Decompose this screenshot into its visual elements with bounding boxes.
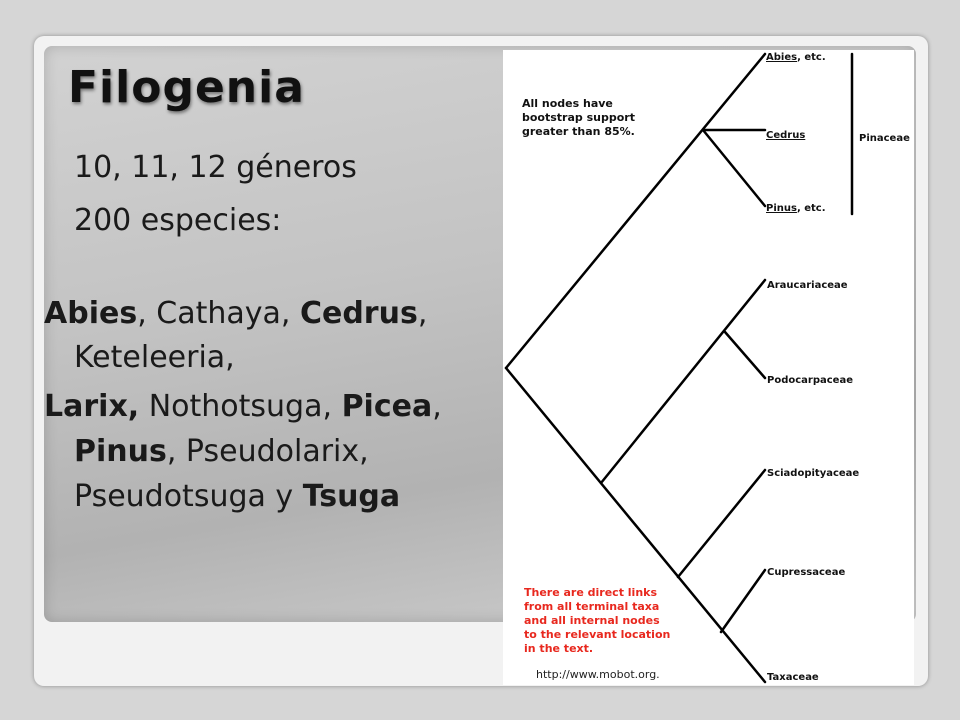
- genus-cedrus: Cedrus: [299, 296, 418, 331]
- taxon-araucariaceae: Araucariaceae: [767, 280, 848, 291]
- genus-cathaya-text: , Cathaya,: [137, 296, 300, 331]
- bootstrap-note-line-2: bootstrap support: [522, 111, 635, 124]
- genus-larix: Larix,: [44, 389, 140, 424]
- source-credit: http://www.mobot.org.: [536, 668, 660, 681]
- genera-line-3: [44, 389, 442, 424]
- links-note-line-2: from all terminal taxa: [524, 600, 660, 613]
- genus-abies: Abies: [44, 296, 138, 331]
- comma: ,: [432, 389, 442, 424]
- genus-keteleeria: Keteleeria,: [74, 340, 235, 375]
- genus-pseudolarix-text: , Pseudolarix,: [166, 434, 369, 469]
- links-note-line-5: in the text.: [524, 642, 594, 655]
- branch-araucariaceae: [601, 280, 765, 483]
- taxon-podocarpaceae: Podocarpaceae: [767, 375, 853, 386]
- branch-sciadopityaceae: [678, 470, 765, 577]
- phylogeny-tree: [503, 50, 914, 685]
- genera-count: 10, 11, 12 géneros: [74, 150, 357, 185]
- taxon-pinus: Pinus, etc.: [766, 203, 826, 214]
- links-note-line-3: and all internal nodes: [524, 614, 660, 627]
- taxon-taxaceae: Taxaceae: [767, 672, 819, 683]
- slide-title: Filogenia: [68, 62, 305, 113]
- bootstrap-note-line-1: All nodes have: [522, 97, 613, 110]
- links-note-line-4: to the relevant location: [524, 628, 671, 641]
- species-count: 200 especies:: [74, 203, 282, 238]
- phylogeny-diagram: [503, 50, 914, 685]
- genus-pinus: Pinus: [74, 434, 167, 469]
- genus-tsuga: Tsuga: [302, 479, 401, 514]
- genus-nothotsuga-text: Nothotsuga,: [139, 389, 342, 424]
- comma: ,: [417, 296, 428, 331]
- taxon-abies: Abies, etc.: [766, 52, 826, 63]
- genera-line-4: [74, 434, 369, 469]
- bootstrap-note-line-3: greater than 85%.: [522, 125, 635, 138]
- genera-line-1: [44, 296, 427, 331]
- genera-line-2: [74, 340, 235, 375]
- branch-pinus: [703, 130, 765, 206]
- genus-pseudotsuga-text: Pseudotsuga y: [74, 479, 303, 514]
- taxon-sciadopityaceae: Sciadopityaceae: [767, 468, 860, 479]
- taxon-cedrus: Cedrus: [766, 130, 806, 141]
- genera-line-5: [74, 479, 400, 514]
- taxon-cupressaceae: Cupressaceae: [767, 567, 846, 578]
- links-note-line-1: There are direct links: [524, 586, 658, 599]
- group-pinaceae: Pinaceae: [859, 133, 910, 144]
- branch-podocarpaceae: [725, 332, 765, 378]
- branch-cupressaceae: [721, 570, 765, 632]
- genus-picea: Picea: [341, 389, 433, 424]
